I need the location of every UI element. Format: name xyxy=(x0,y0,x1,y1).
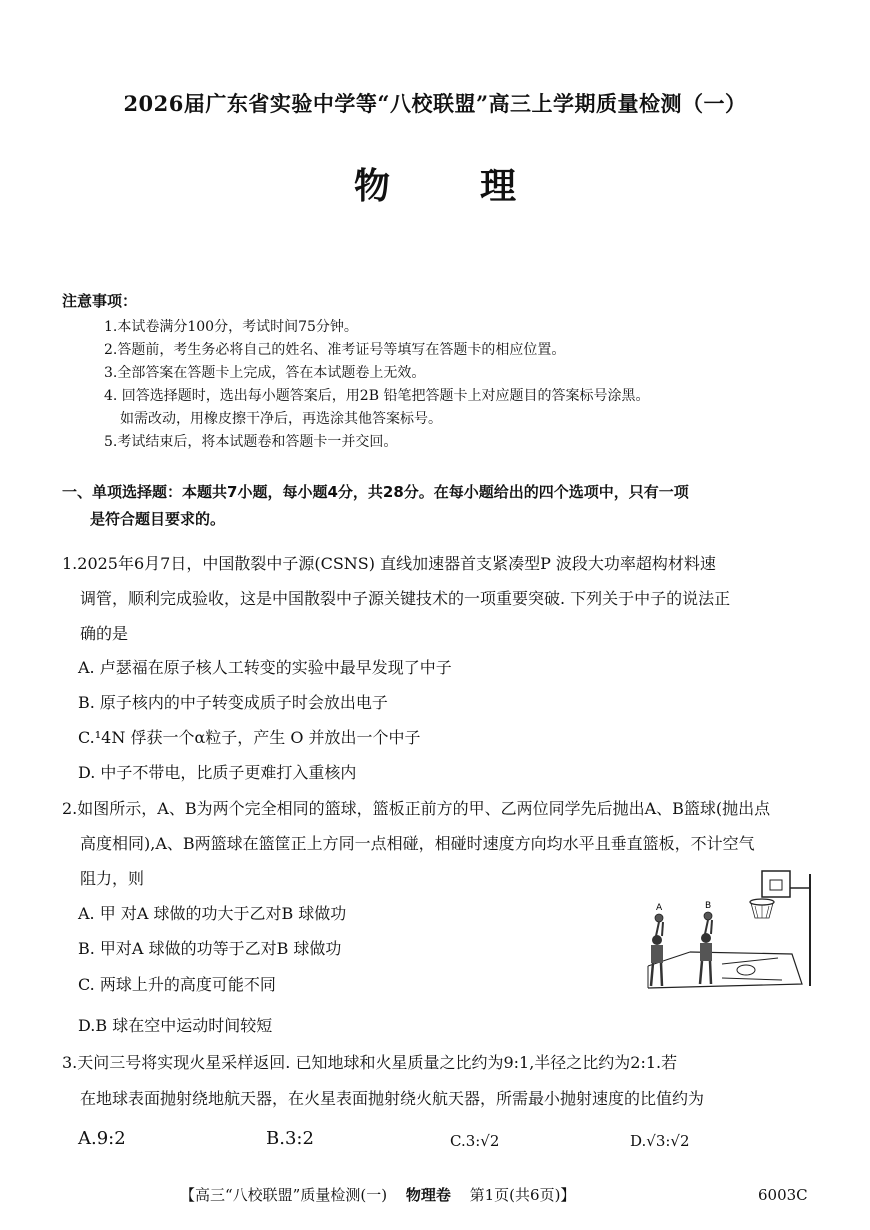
question-2-option-c: C. 两球上升的高度可能不同 xyxy=(78,975,276,994)
notice-heading: 注意事项： xyxy=(62,292,138,310)
question-3-option-c: C.3:√2 xyxy=(450,1132,500,1150)
footer-subject: 物理卷 xyxy=(405,1186,451,1204)
question-3-option-b: B.3:2 xyxy=(266,1128,314,1149)
paper-code: 6003C xyxy=(758,1186,808,1204)
question-3-option-d: D.√3:√2 xyxy=(630,1132,690,1150)
ball-label-a: A xyxy=(656,903,663,913)
basketball-figure xyxy=(630,866,815,1006)
question-3-option-a: A.9:2 xyxy=(78,1128,126,1149)
question-2-option-d: D.B 球在空中运动时间较短 xyxy=(78,1016,273,1035)
question-1-stem: 确的是 xyxy=(80,624,129,643)
notice-item: 如需改动，用橡皮擦干净后，再选涂其他答案标号。 xyxy=(120,411,442,427)
question-1-stem: 1.2025年6月7日，中国散裂中子源(CSNS) 直线加速器首支紧凑型P 波段大功率超构材料速 xyxy=(62,554,716,573)
notice-item: 3.全部答案在答题卡上完成，答在本试题卷上无效。 xyxy=(104,365,426,381)
page-footer xyxy=(180,1184,575,1205)
question-2-stem: 阻力，则 xyxy=(80,869,145,888)
ball-b xyxy=(704,912,712,920)
footer-left: 【高三“八校联盟”质量检测(一) xyxy=(180,1186,388,1204)
ball-a xyxy=(655,914,663,922)
exam-title: 2026届广东省实验中学等“八校联盟”高三上学期质量检测（一） xyxy=(123,91,747,116)
notice-item: 1.本试卷满分100分，考试时间75分钟。 xyxy=(104,319,358,335)
section-heading: 一、单项选择题：本题共7小题，每小题4分，共28分。在每小题给出的四个选项中，只有一项 xyxy=(62,483,689,501)
question-2-stem: 2.如图所示，A、B为两个完全相同的篮球，篮板正前方的甲、乙两位同学先后抛出A、B篮球(抛出点 xyxy=(62,799,771,818)
subject-title: 物理 xyxy=(353,165,606,207)
question-1-option-a: A. 卢瑟福在原子核人工转变的实验中最早发现了中子 xyxy=(78,658,452,677)
notice-item: 4. 回答选择题时，选出每小题答案后，用2B 铅笔把答题卡上对应题目的答案标号涂黑。 xyxy=(104,388,650,404)
section-heading-cont: 是符合题目要求的。 xyxy=(90,510,226,528)
player-jia xyxy=(651,922,663,986)
ball-label-b: B xyxy=(705,901,712,911)
question-1-option-d: D. 中子不带电，比质子更难打入重核内 xyxy=(78,763,357,782)
question-2-option-b: B. 甲对A 球做的功等于乙对B 球做功 xyxy=(78,939,342,958)
notice-item: 5.考试结束后，将本试题卷和答题卡一并交回。 xyxy=(104,434,398,450)
question-3-stem: 3.天问三号将实现火星采样返回. 已知地球和火星质量之比约为9:1,半径之比约为2:1.若 xyxy=(62,1053,678,1072)
question-1-option-c: C.¹4N 俘获一个α粒子，产生 O 并放出一个中子 xyxy=(78,728,421,747)
footer-page: 第1页(共6页)】 xyxy=(469,1186,576,1204)
question-2-option-a: A. 甲 对A 球做的功大于乙对B 球做功 xyxy=(78,904,347,923)
question-1-option-b: B. 原子核内的中子转变成质子时会放出电子 xyxy=(78,693,388,712)
question-2-stem: 高度相同),A、B两篮球在篮筐正上方同一点相碰，相碰时速度方向均水平且垂直篮板，不计空气 xyxy=(80,834,755,853)
notice-item: 2.答题前，考生务必将自己的姓名、准考证号等填写在答题卡的相应位置。 xyxy=(104,342,566,358)
player-yi xyxy=(700,920,712,984)
question-1-stem: 调管，顺利完成验收，这是中国散裂中子源关键技术的一项重要突破. 下列关于中子的说法正 xyxy=(80,589,731,608)
question-3-stem: 在地球表面抛射绕地航天器，在火星表面抛射绕火航天器，所需最小抛射速度的比值约为 xyxy=(80,1089,705,1108)
